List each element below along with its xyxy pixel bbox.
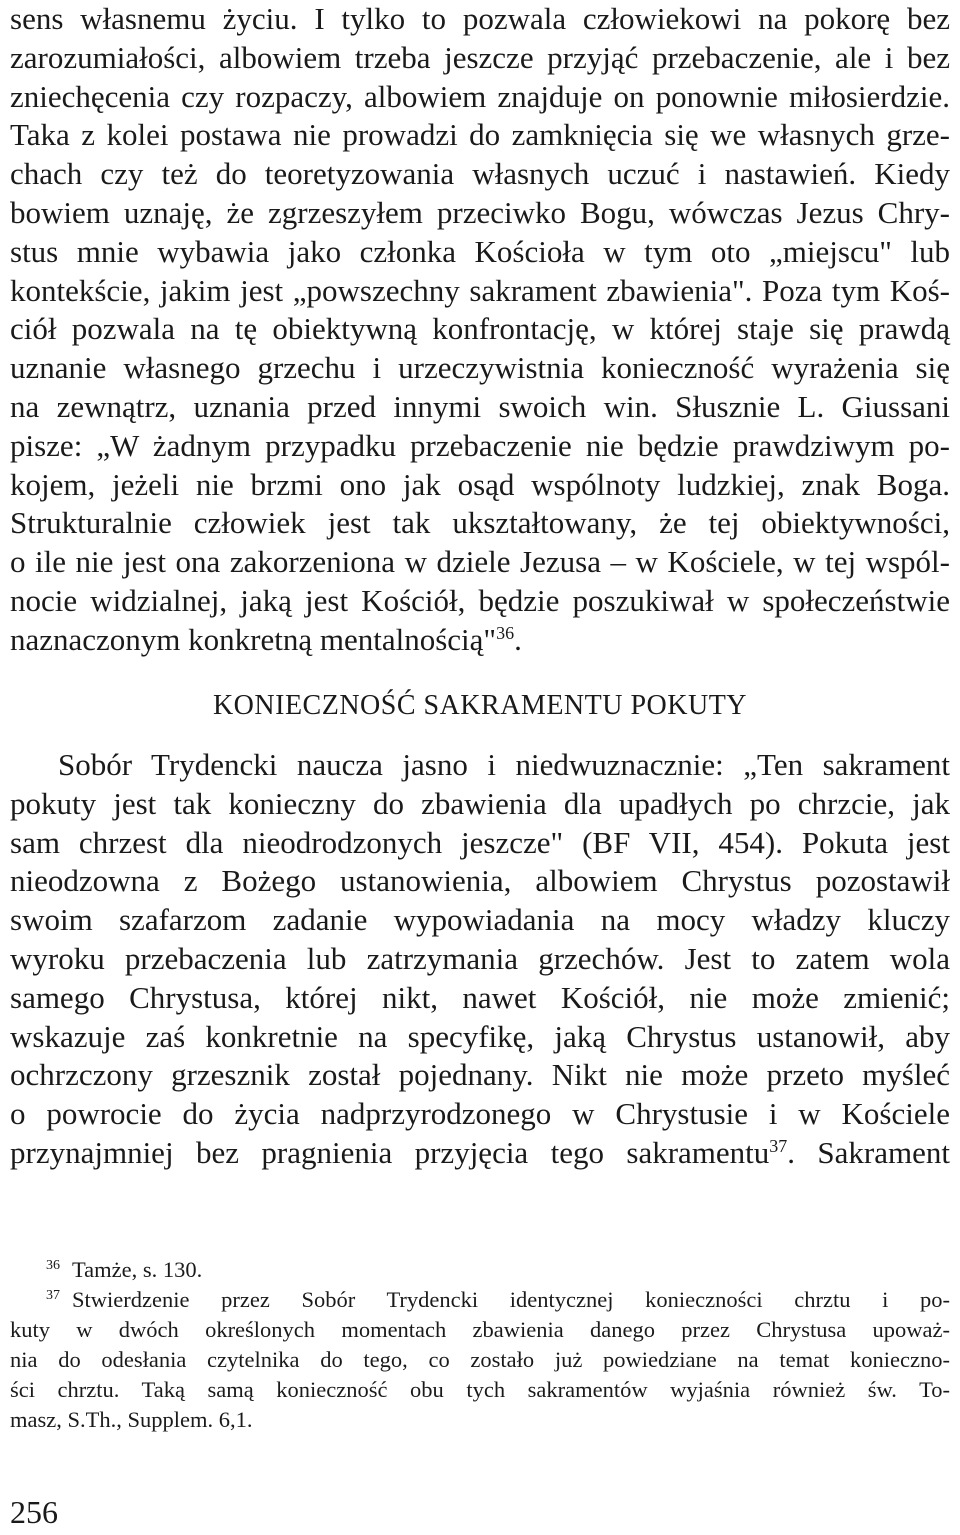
text-line: ciół pozwala na tę obiektywną konfrontację, w której staje się prawdą <box>10 311 950 347</box>
footnote-line: masz, S.Th., Supplem. 6,1. <box>10 1407 253 1432</box>
text-line-last <box>10 621 950 660</box>
text-run: . Sakrament <box>787 1134 950 1170</box>
footnote-36: 36 Tamże, s. 130. <box>46 1257 203 1282</box>
text-line: swoim szafarzom zadanie wypowiadania na mocy władzy kluczy <box>10 902 950 938</box>
text-line: o powrocie do życia nadprzyrodzonego w Chrystusie i w Kościele <box>10 1096 950 1132</box>
text-line: stus mnie wybawia jako członka Kościoła w tym oto „miejscu" lub <box>10 233 950 269</box>
text-line: pisze: „W żadnym przypadku przebaczenie nie będzie prawdziwym po- <box>10 427 950 463</box>
text-run: naznaczonym konkretną mentalnością" <box>10 621 497 657</box>
text-line: wskazuje zaś konkretnie na specyfikę, jaką Chrystus ustanowił, aby <box>10 1018 950 1054</box>
text-line: chach czy też do teoretyzowania własnych uczuć i nastawień. Kiedy <box>10 156 950 192</box>
footnote-text: Tamże, s. 130. <box>72 1257 203 1282</box>
footnote-37: 37 Stwierdzenie przez Sobór Trydencki identycznej konieczności chrztu i po- <box>46 1287 950 1312</box>
text-line: bowiem uznaję, że zgrzeszyłem przeciwko Bogu, wówczas Jezus Chry- <box>10 194 950 230</box>
text-line: ochrzczony grzesznik został pojednany. Nikt nie może przeto myśleć <box>10 1057 950 1093</box>
text-line: sens własnemu życiu. I tylko to pozwala człowiekowi na pokorę bez <box>10 1 950 36</box>
text-line: kojem, jeżeli nie brzmi ono jak osąd wspólnoty ludzkiej, znak Boga. <box>10 466 950 502</box>
text-line: o ile nie jest ona zakorzeniona w dziele Jezusa – w Kościele, w tej wspól- <box>10 544 950 580</box>
text-line: sam chrzest dla nieodrodzonych jeszcze" (BF VII, 454). Pokuta jest <box>10 824 950 860</box>
footnote-text: Stwierdzenie przez Sobór Trydencki identycznej konieczności chrztu i po- <box>72 1287 950 1312</box>
text-line: nieodzowna z Bożego ustanowienia, albowiem Chrystus pozostawił <box>10 863 950 899</box>
text-run: przynajmniej bez pragnienia przyjęcia tego sakramentu <box>10 1134 770 1170</box>
footnote-ref-36[interactable]: 36 <box>496 622 515 643</box>
footnote-line: kuty w dwóch określonych momentach zbawienia danego przez Chrystusa upoważ- <box>10 1317 950 1342</box>
text-line: nocie widzialnej, jaką jest Kościół, będzie poszukiwał w społeczeństwie <box>10 582 950 618</box>
text-line: na zewnątrz, uznania przed innymi swoich win. Słusznie L. Giussani <box>10 388 950 424</box>
section-heading: KONIECZNOŚĆ SAKRAMENTU POKUTY <box>212 690 748 721</box>
text-line: zniechęcenia czy rozpaczy, albowiem znajduje on ponownie miłosierdzie. <box>10 78 950 114</box>
text-run: . <box>514 621 522 657</box>
footnotes <box>10 1255 950 1435</box>
footnote-ref-37[interactable]: 37 <box>769 1136 788 1157</box>
text-line: kontekście, jakim jest „powszechny sakrament zbawienia". Poza tym Koś- <box>10 272 950 308</box>
paragraph-1 <box>10 0 950 660</box>
book-page <box>10 0 950 1535</box>
text-line: samego Chrystusa, której nikt, nawet Kościół, nie może zmienić; <box>10 979 950 1015</box>
text-line: Sobór Trydencki naucza jasno i niedwuznacznie: „Ten sakrament <box>58 747 950 782</box>
paragraph-2 <box>10 746 950 1173</box>
text-line: Taka z kolei postawa nie prowadzi do zamknięcia się we własnych grze- <box>10 117 950 153</box>
text-line: wyroku przebaczenia lub zatrzymania grzechów. Jest to zatem wola <box>10 940 950 976</box>
text-line: zarozumiałości, albowiem trzeba jeszcze przyjąć przebaczenie, ale i bez <box>10 39 950 75</box>
page-number: 256 <box>10 1494 58 1530</box>
text-line: Strukturalnie człowiek jest tak ukształtowany, że tej obiektywności, <box>10 505 950 541</box>
text-line: pokuty jest tak konieczny do zbawienia dla upadłych po chrzcie, jak <box>10 785 950 821</box>
text-line: uznanie własnego grzechu i urzeczywistnia konieczność wyrażenia się <box>10 350 950 386</box>
footnote-line: ści chrztu. Taką samą konieczność obu tych sakramentów wyjaśnia również św. To- <box>10 1377 950 1402</box>
footnote-line: nia do odesłania czytelnika do tego, co zostało już powiedziane na temat konieczno- <box>10 1347 950 1372</box>
text-line <box>10 1134 950 1173</box>
